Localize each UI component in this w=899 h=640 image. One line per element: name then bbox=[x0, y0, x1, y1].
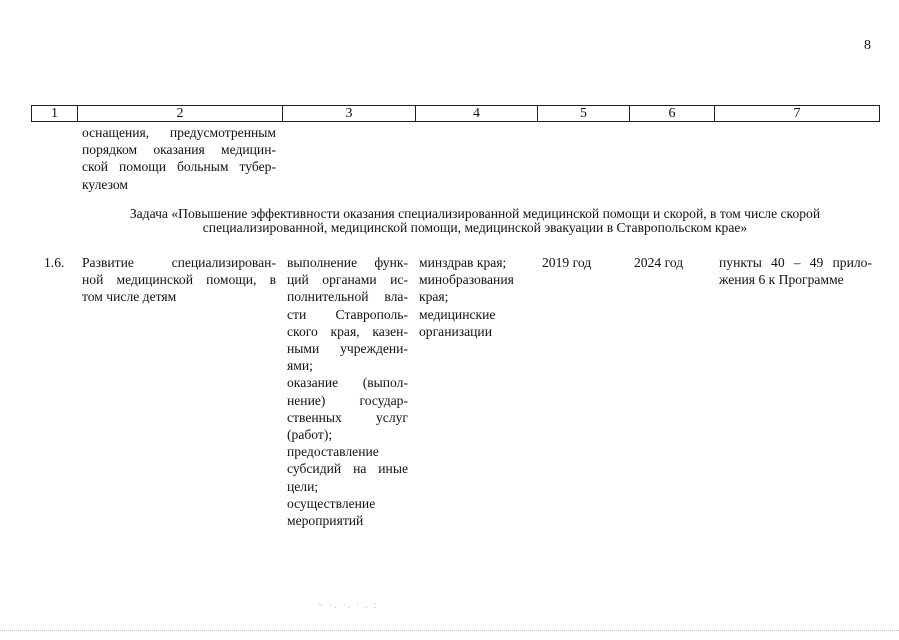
text-line: субсидий на иные bbox=[287, 461, 408, 477]
row-executors bbox=[419, 254, 534, 340]
scan-edge-line bbox=[0, 630, 899, 631]
text-line: Развитие специализирован- bbox=[82, 255, 276, 270]
text-line: ской помощи больным тубер- bbox=[82, 159, 276, 175]
text-line: ной медицинской помощи, в bbox=[82, 272, 276, 288]
text-line: оказание (выпол- bbox=[287, 375, 408, 391]
row-start-year: 2019 год bbox=[542, 255, 592, 270]
text-line: мероприятий bbox=[287, 513, 364, 529]
task-line: специализированной, медицинской помощи, медицинской эвакуации в Ставропольском крае» bbox=[202, 220, 748, 235]
header-col-2: 2 bbox=[78, 106, 283, 122]
text-line: нение) государ- bbox=[287, 392, 408, 408]
text-line: минобразования bbox=[419, 272, 514, 288]
scan-smudge: ~ ·. ·. · . : bbox=[318, 600, 379, 610]
header-col-5: 5 bbox=[538, 106, 630, 122]
text-line: выполнение функ- bbox=[287, 255, 408, 270]
text-line: кулезом bbox=[82, 176, 129, 192]
text-line: предоставление bbox=[287, 444, 379, 460]
text-line: ственных услуг bbox=[287, 409, 408, 425]
header-col-4: 4 bbox=[416, 106, 538, 122]
text-line: ями; bbox=[287, 358, 313, 374]
header-col-3: 3 bbox=[283, 106, 416, 122]
column-number-header bbox=[31, 105, 880, 122]
text-line: сти Ставрополь- bbox=[287, 306, 408, 322]
row-activities bbox=[287, 254, 408, 529]
row-end-year: 2024 год bbox=[634, 255, 684, 270]
text-line: оснащения, предусмотренным bbox=[82, 125, 276, 140]
continuation-text bbox=[82, 124, 276, 193]
text-line: медицинские bbox=[419, 306, 496, 322]
header-col-7: 7 bbox=[715, 106, 880, 122]
text-line: ций органами ис- bbox=[287, 272, 408, 288]
page-number: 8 bbox=[864, 38, 871, 53]
text-line: (работ); bbox=[287, 427, 333, 443]
text-line: организации bbox=[419, 323, 492, 339]
text-line: том числе детям bbox=[82, 289, 177, 305]
text-line: осуществление bbox=[287, 495, 376, 511]
header-col-1: 1 bbox=[32, 106, 78, 122]
text-line: цели; bbox=[287, 478, 319, 494]
header-col-6: 6 bbox=[630, 106, 715, 122]
text-line: полнительной вла- bbox=[287, 289, 408, 305]
text-line: порядком оказания медицин- bbox=[82, 142, 276, 158]
text-line: жения 6 к Программе bbox=[719, 272, 844, 288]
text-line: края; bbox=[419, 289, 449, 305]
task-heading bbox=[80, 207, 870, 235]
text-line: пункты 40 – 49 прило- bbox=[719, 255, 872, 270]
row-reference bbox=[719, 254, 872, 288]
task-line: Задача «Повышение эффективности оказания специализированной медицинской помощи и скорой, в том числе скорой bbox=[129, 206, 821, 221]
text-line: ского края, казен- bbox=[287, 323, 408, 339]
row-name bbox=[82, 254, 276, 306]
text-line: ными учреждени- bbox=[287, 341, 408, 357]
text-line: минздрав края; bbox=[419, 255, 507, 270]
row-number: 1.6. bbox=[44, 255, 65, 270]
